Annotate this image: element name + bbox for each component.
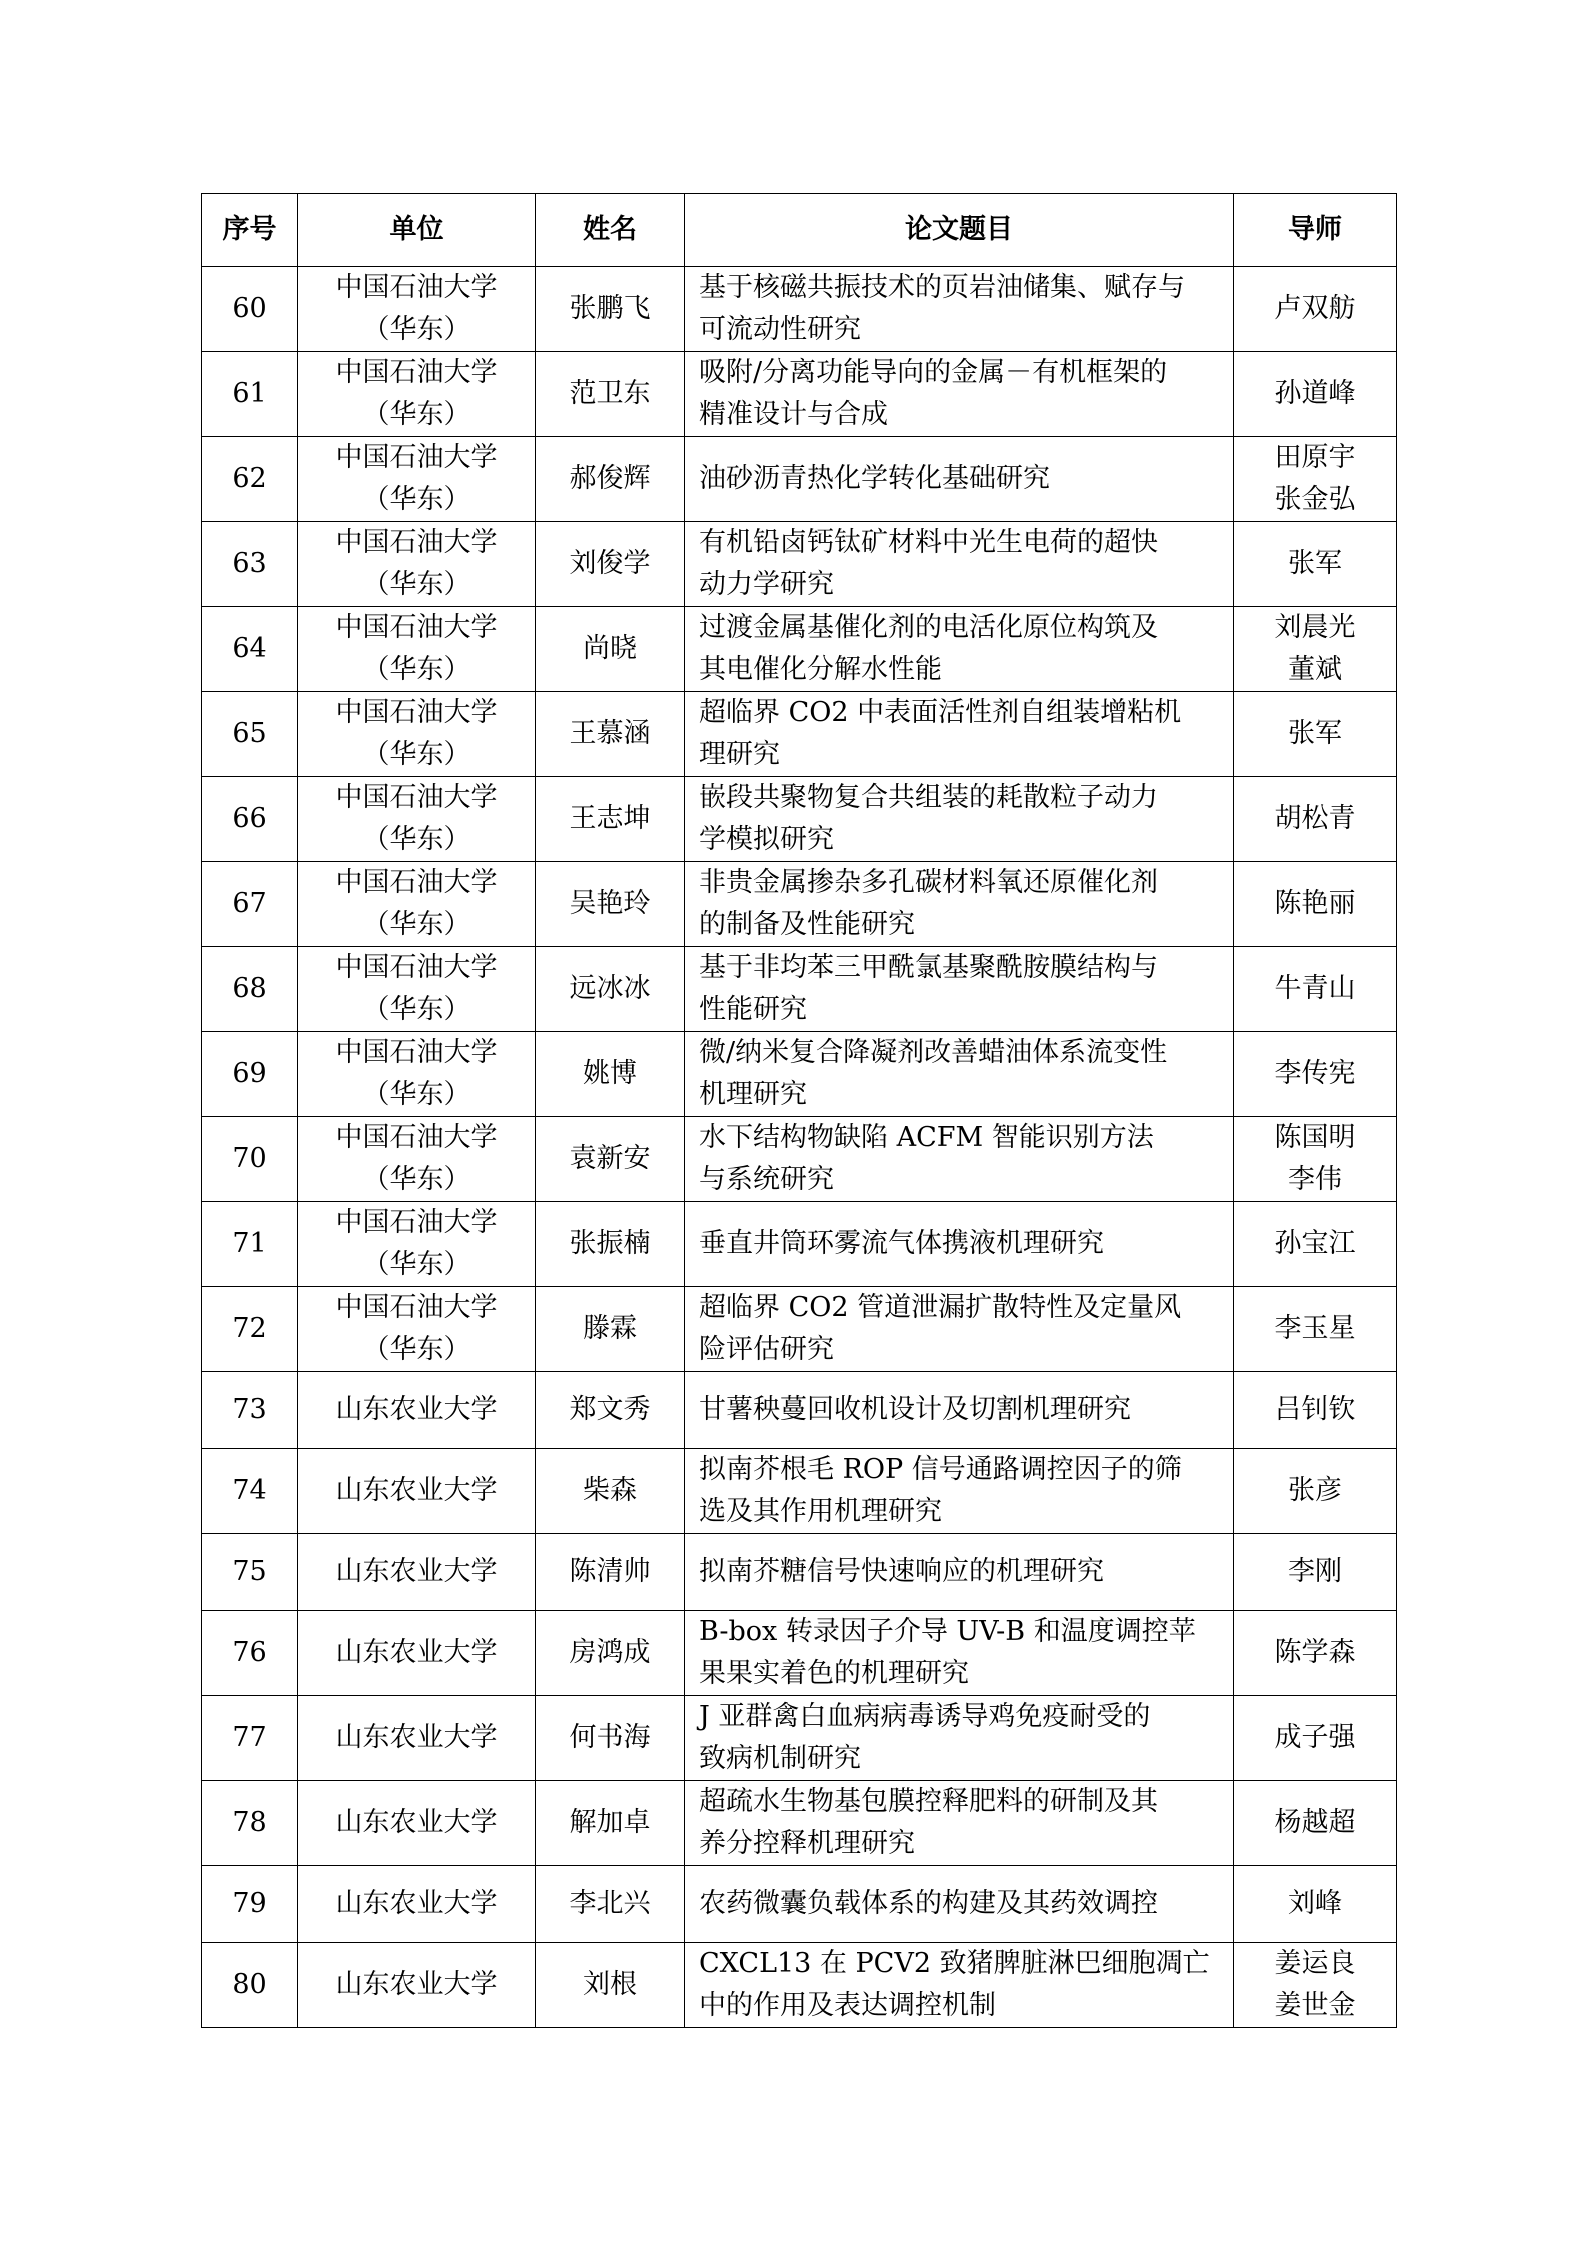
title-line: 微/纳米复合降凝剂改善蜡油体系流变性 (699, 1037, 1168, 1068)
cell-unit (298, 1696, 536, 1781)
cell-name: 范卫东 (536, 352, 685, 437)
unit-line: （华东） (362, 484, 471, 515)
cell-advisor (1234, 1611, 1397, 1696)
cell-advisor (1234, 267, 1397, 352)
cell-title (685, 1449, 1234, 1534)
cell-name: 姚博 (536, 1032, 685, 1117)
cell-title (685, 1696, 1234, 1781)
title-line: 果果实着色的机理研究 (699, 1658, 969, 1689)
header-unit: 单位 (298, 194, 536, 267)
unit-line: （华东） (362, 399, 471, 430)
cell-unit (298, 1372, 536, 1449)
header-no: 序号 (202, 194, 298, 267)
advisor-line: 孙道峰 (1274, 378, 1356, 409)
title-line: 精准设计与合成 (699, 399, 888, 430)
table-row (202, 1372, 1397, 1449)
advisor-line: 卢双舫 (1274, 293, 1356, 324)
table-header-row (202, 194, 1397, 267)
unit-line: 山东农业大学 (335, 1475, 498, 1506)
title-line: CXCL13 在 PCV2 致猪脾脏淋巴细胞凋亡 (699, 1948, 1210, 1979)
title-line: 基于核磁共振技术的页岩油储集、赋存与 (699, 272, 1185, 303)
unit-line: （华东） (362, 909, 471, 940)
thesis-table (201, 193, 1397, 2028)
cell-name: 滕霖 (536, 1287, 685, 1372)
unit-line: （华东） (362, 824, 471, 855)
cell-advisor (1234, 607, 1397, 692)
cell-title (685, 777, 1234, 862)
unit-line: 中国石油大学 (335, 1122, 498, 1153)
cell-title (685, 1032, 1234, 1117)
cell-advisor (1234, 352, 1397, 437)
cell-unit (298, 777, 536, 862)
title-line: 险评估研究 (699, 1334, 834, 1365)
unit-line: 中国石油大学 (335, 782, 498, 813)
cell-name: 房鸿成 (536, 1611, 685, 1696)
unit-line: 山东农业大学 (335, 1888, 498, 1919)
advisor-line: 胡松青 (1274, 803, 1356, 834)
title-line: 超疏水生物基包膜控释肥料的研制及其 (699, 1786, 1158, 1817)
title-line: 嵌段共聚物复合共组装的耗散粒子动力 (699, 782, 1158, 813)
table-row (202, 1534, 1397, 1611)
cell-advisor (1234, 862, 1397, 947)
cell-unit (298, 267, 536, 352)
unit-line: 中国石油大学 (335, 952, 498, 983)
cell-no: 69 (202, 1032, 298, 1117)
cell-no: 70 (202, 1117, 298, 1202)
unit-line: （华东） (362, 654, 471, 685)
title-line: 拟南芥根毛 ROP 信号通路调控因子的筛 (699, 1454, 1182, 1485)
cell-unit (298, 1287, 536, 1372)
cell-advisor (1234, 1534, 1397, 1611)
cell-no: 68 (202, 947, 298, 1032)
cell-no: 80 (202, 1943, 298, 2028)
unit-line: （华东） (362, 1249, 471, 1280)
advisor-line: 张军 (1288, 718, 1342, 749)
title-line: 学模拟研究 (699, 824, 834, 855)
title-line: 性能研究 (699, 994, 807, 1025)
advisor-line: 张军 (1288, 548, 1342, 579)
cell-title (685, 1866, 1234, 1943)
table-row (202, 1449, 1397, 1534)
table-row (202, 1117, 1397, 1202)
advisor-line: 陈艳丽 (1274, 888, 1356, 919)
cell-unit (298, 692, 536, 777)
title-line: 中的作用及表达调控机制 (699, 1990, 996, 2021)
title-line: J 亚群禽白血病病毒诱导鸡免疫耐受的 (699, 1701, 1151, 1732)
unit-line: 中国石油大学 (335, 867, 498, 898)
title-line: 可流动性研究 (699, 314, 861, 345)
cell-title (685, 1611, 1234, 1696)
title-line: B-box 转录因子介导 UV-B 和温度调控苹 (699, 1616, 1196, 1647)
advisor-line: 陈国明 (1274, 1122, 1356, 1153)
advisor-line: 成子强 (1274, 1722, 1356, 1753)
cell-title (685, 522, 1234, 607)
cell-no: 63 (202, 522, 298, 607)
table-row (202, 1781, 1397, 1866)
cell-unit (298, 1449, 536, 1534)
cell-no: 75 (202, 1534, 298, 1611)
cell-advisor (1234, 522, 1397, 607)
table-row (202, 267, 1397, 352)
cell-name: 尚晓 (536, 607, 685, 692)
cell-no: 61 (202, 352, 298, 437)
title-line: 非贵金属掺杂多孔碳材料氧还原催化剂 (699, 867, 1158, 898)
title-line: 其电催化分解水性能 (699, 654, 942, 685)
cell-unit (298, 1611, 536, 1696)
title-line: 基于非均苯三甲酰氯基聚酰胺膜结构与 (699, 952, 1158, 983)
table-row (202, 352, 1397, 437)
title-line: 水下结构物缺陷 ACFM 智能识别方法 (699, 1122, 1154, 1153)
cell-no: 77 (202, 1696, 298, 1781)
advisor-line: 田原宇 (1274, 442, 1356, 473)
cell-name: 王志坤 (536, 777, 685, 862)
header-name: 姓名 (536, 194, 685, 267)
cell-name: 解加卓 (536, 1781, 685, 1866)
cell-name: 王慕涵 (536, 692, 685, 777)
cell-unit (298, 1866, 536, 1943)
cell-advisor (1234, 437, 1397, 522)
title-line: 超临界 CO2 管道泄漏扩散特性及定量风 (699, 1292, 1182, 1323)
advisor-line: 孙宝江 (1274, 1228, 1356, 1259)
title-line: 吸附/分离功能导向的金属－有机框架的 (699, 357, 1168, 388)
cell-advisor (1234, 1696, 1397, 1781)
cell-title (685, 1943, 1234, 2028)
table-row (202, 947, 1397, 1032)
advisor-line: 姜世金 (1274, 1990, 1356, 2021)
cell-advisor (1234, 1202, 1397, 1287)
title-line: 养分控释机理研究 (699, 1828, 915, 1859)
cell-advisor (1234, 1449, 1397, 1534)
title-line: 有机铅卤钙钛矿材料中光生电荷的超快 (699, 527, 1158, 558)
cell-unit (298, 1943, 536, 2028)
cell-unit (298, 1534, 536, 1611)
table-row (202, 862, 1397, 947)
cell-name: 刘俊学 (536, 522, 685, 607)
cell-advisor (1234, 692, 1397, 777)
table-row (202, 1202, 1397, 1287)
unit-line: （华东） (362, 314, 471, 345)
cell-title (685, 1534, 1234, 1611)
cell-unit (298, 437, 536, 522)
cell-unit (298, 522, 536, 607)
unit-line: 山东农业大学 (335, 1556, 498, 1587)
advisor-line: 张金弘 (1274, 484, 1356, 515)
cell-no: 66 (202, 777, 298, 862)
cell-title (685, 437, 1234, 522)
cell-name: 何书海 (536, 1696, 685, 1781)
unit-line: 山东农业大学 (335, 1394, 498, 1425)
table-row (202, 1287, 1397, 1372)
cell-name: 吴艳玲 (536, 862, 685, 947)
table-row (202, 1866, 1397, 1943)
table-row (202, 522, 1397, 607)
table-row (202, 692, 1397, 777)
cell-name: 张振楠 (536, 1202, 685, 1287)
unit-line: （华东） (362, 1334, 471, 1365)
cell-name: 刘根 (536, 1943, 685, 2028)
cell-unit (298, 1781, 536, 1866)
advisor-line: 陈学森 (1274, 1637, 1356, 1668)
advisor-line: 姜运良 (1274, 1948, 1356, 1979)
table-row (202, 1696, 1397, 1781)
cell-name: 远冰冰 (536, 947, 685, 1032)
table-row (202, 1943, 1397, 2028)
title-line: 理研究 (699, 739, 780, 770)
cell-unit (298, 1202, 536, 1287)
cell-title (685, 947, 1234, 1032)
cell-no: 78 (202, 1781, 298, 1866)
cell-title (685, 267, 1234, 352)
unit-line: （华东） (362, 1164, 471, 1195)
cell-name: 柴森 (536, 1449, 685, 1534)
cell-unit (298, 352, 536, 437)
header-title: 论文题目 (685, 194, 1234, 267)
cell-advisor (1234, 1372, 1397, 1449)
cell-no: 71 (202, 1202, 298, 1287)
unit-line: （华东） (362, 569, 471, 600)
cell-unit (298, 607, 536, 692)
cell-advisor (1234, 1866, 1397, 1943)
cell-name: 张鹏飞 (536, 267, 685, 352)
cell-title (685, 607, 1234, 692)
cell-no: 67 (202, 862, 298, 947)
advisor-line: 刘晨光 (1274, 612, 1356, 643)
title-line: 拟南芥糖信号快速响应的机理研究 (699, 1556, 1104, 1587)
unit-line: 中国石油大学 (335, 1292, 498, 1323)
cell-advisor (1234, 1117, 1397, 1202)
cell-unit (298, 947, 536, 1032)
cell-title (685, 1372, 1234, 1449)
cell-advisor (1234, 1287, 1397, 1372)
unit-line: 中国石油大学 (335, 697, 498, 728)
cell-advisor (1234, 1032, 1397, 1117)
cell-unit (298, 862, 536, 947)
cell-no: 74 (202, 1449, 298, 1534)
cell-advisor (1234, 777, 1397, 862)
advisor-line: 李传宪 (1274, 1058, 1356, 1089)
unit-line: 中国石油大学 (335, 442, 498, 473)
title-line: 动力学研究 (699, 569, 834, 600)
table-row (202, 1032, 1397, 1117)
unit-line: 中国石油大学 (335, 1207, 498, 1238)
unit-line: 中国石油大学 (335, 527, 498, 558)
cell-title (685, 1117, 1234, 1202)
advisor-line: 杨越超 (1274, 1807, 1356, 1838)
cell-no: 64 (202, 607, 298, 692)
cell-no: 79 (202, 1866, 298, 1943)
cell-no: 65 (202, 692, 298, 777)
unit-line: （华东） (362, 994, 471, 1025)
table-row (202, 1611, 1397, 1696)
cell-advisor (1234, 1781, 1397, 1866)
advisor-line: 牛青山 (1274, 973, 1356, 1004)
unit-line: 山东农业大学 (335, 1722, 498, 1753)
title-line: 选及其作用机理研究 (699, 1496, 942, 1527)
cell-unit (298, 1117, 536, 1202)
cell-name: 陈清帅 (536, 1534, 685, 1611)
table-row (202, 437, 1397, 522)
unit-line: （华东） (362, 739, 471, 770)
cell-title (685, 1202, 1234, 1287)
advisor-line: 董斌 (1288, 654, 1342, 685)
title-line: 农药微囊负载体系的构建及其药效调控 (699, 1888, 1158, 1919)
cell-title (685, 862, 1234, 947)
unit-line: 中国石油大学 (335, 1037, 498, 1068)
unit-line: 中国石油大学 (335, 612, 498, 643)
cell-title (685, 692, 1234, 777)
cell-no: 73 (202, 1372, 298, 1449)
cell-no: 72 (202, 1287, 298, 1372)
advisor-line: 刘峰 (1288, 1888, 1342, 1919)
unit-line: 中国石油大学 (335, 272, 498, 303)
title-line: 过渡金属基催化剂的电活化原位构筑及 (699, 612, 1158, 643)
cell-unit (298, 1032, 536, 1117)
cell-title (685, 1781, 1234, 1866)
cell-name: 郑文秀 (536, 1372, 685, 1449)
cell-no: 62 (202, 437, 298, 522)
advisor-line: 李伟 (1288, 1164, 1342, 1195)
title-line: 与系统研究 (699, 1164, 834, 1195)
title-line: 致病机制研究 (699, 1743, 861, 1774)
advisor-line: 李玉星 (1274, 1313, 1356, 1344)
cell-name: 李北兴 (536, 1866, 685, 1943)
table-row (202, 607, 1397, 692)
unit-line: 山东农业大学 (335, 1637, 498, 1668)
title-line: 垂直井筒环雾流气体携液机理研究 (699, 1228, 1104, 1259)
unit-line: 山东农业大学 (335, 1807, 498, 1838)
table-row (202, 777, 1397, 862)
title-line: 油砂沥青热化学转化基础研究 (699, 463, 1050, 494)
cell-name: 袁新安 (536, 1117, 685, 1202)
unit-line: 中国石油大学 (335, 357, 498, 388)
title-line: 超临界 CO2 中表面活性剂自组装增粘机 (699, 697, 1182, 728)
advisor-line: 李刚 (1288, 1556, 1342, 1587)
cell-title (685, 352, 1234, 437)
cell-advisor (1234, 947, 1397, 1032)
cell-title (685, 1287, 1234, 1372)
title-line: 甘薯秧蔓回收机设计及切割机理研究 (699, 1394, 1131, 1425)
cell-no: 76 (202, 1611, 298, 1696)
cell-name: 郝俊辉 (536, 437, 685, 522)
header-advisor: 导师 (1234, 194, 1397, 267)
advisor-line: 吕钊钦 (1274, 1394, 1356, 1425)
advisor-line: 张彦 (1288, 1475, 1342, 1506)
title-line: 的制备及性能研究 (699, 909, 915, 940)
cell-no: 60 (202, 267, 298, 352)
cell-advisor (1234, 1943, 1397, 2028)
unit-line: （华东） (362, 1079, 471, 1110)
unit-line: 山东农业大学 (335, 1969, 498, 2000)
title-line: 机理研究 (699, 1079, 807, 1110)
